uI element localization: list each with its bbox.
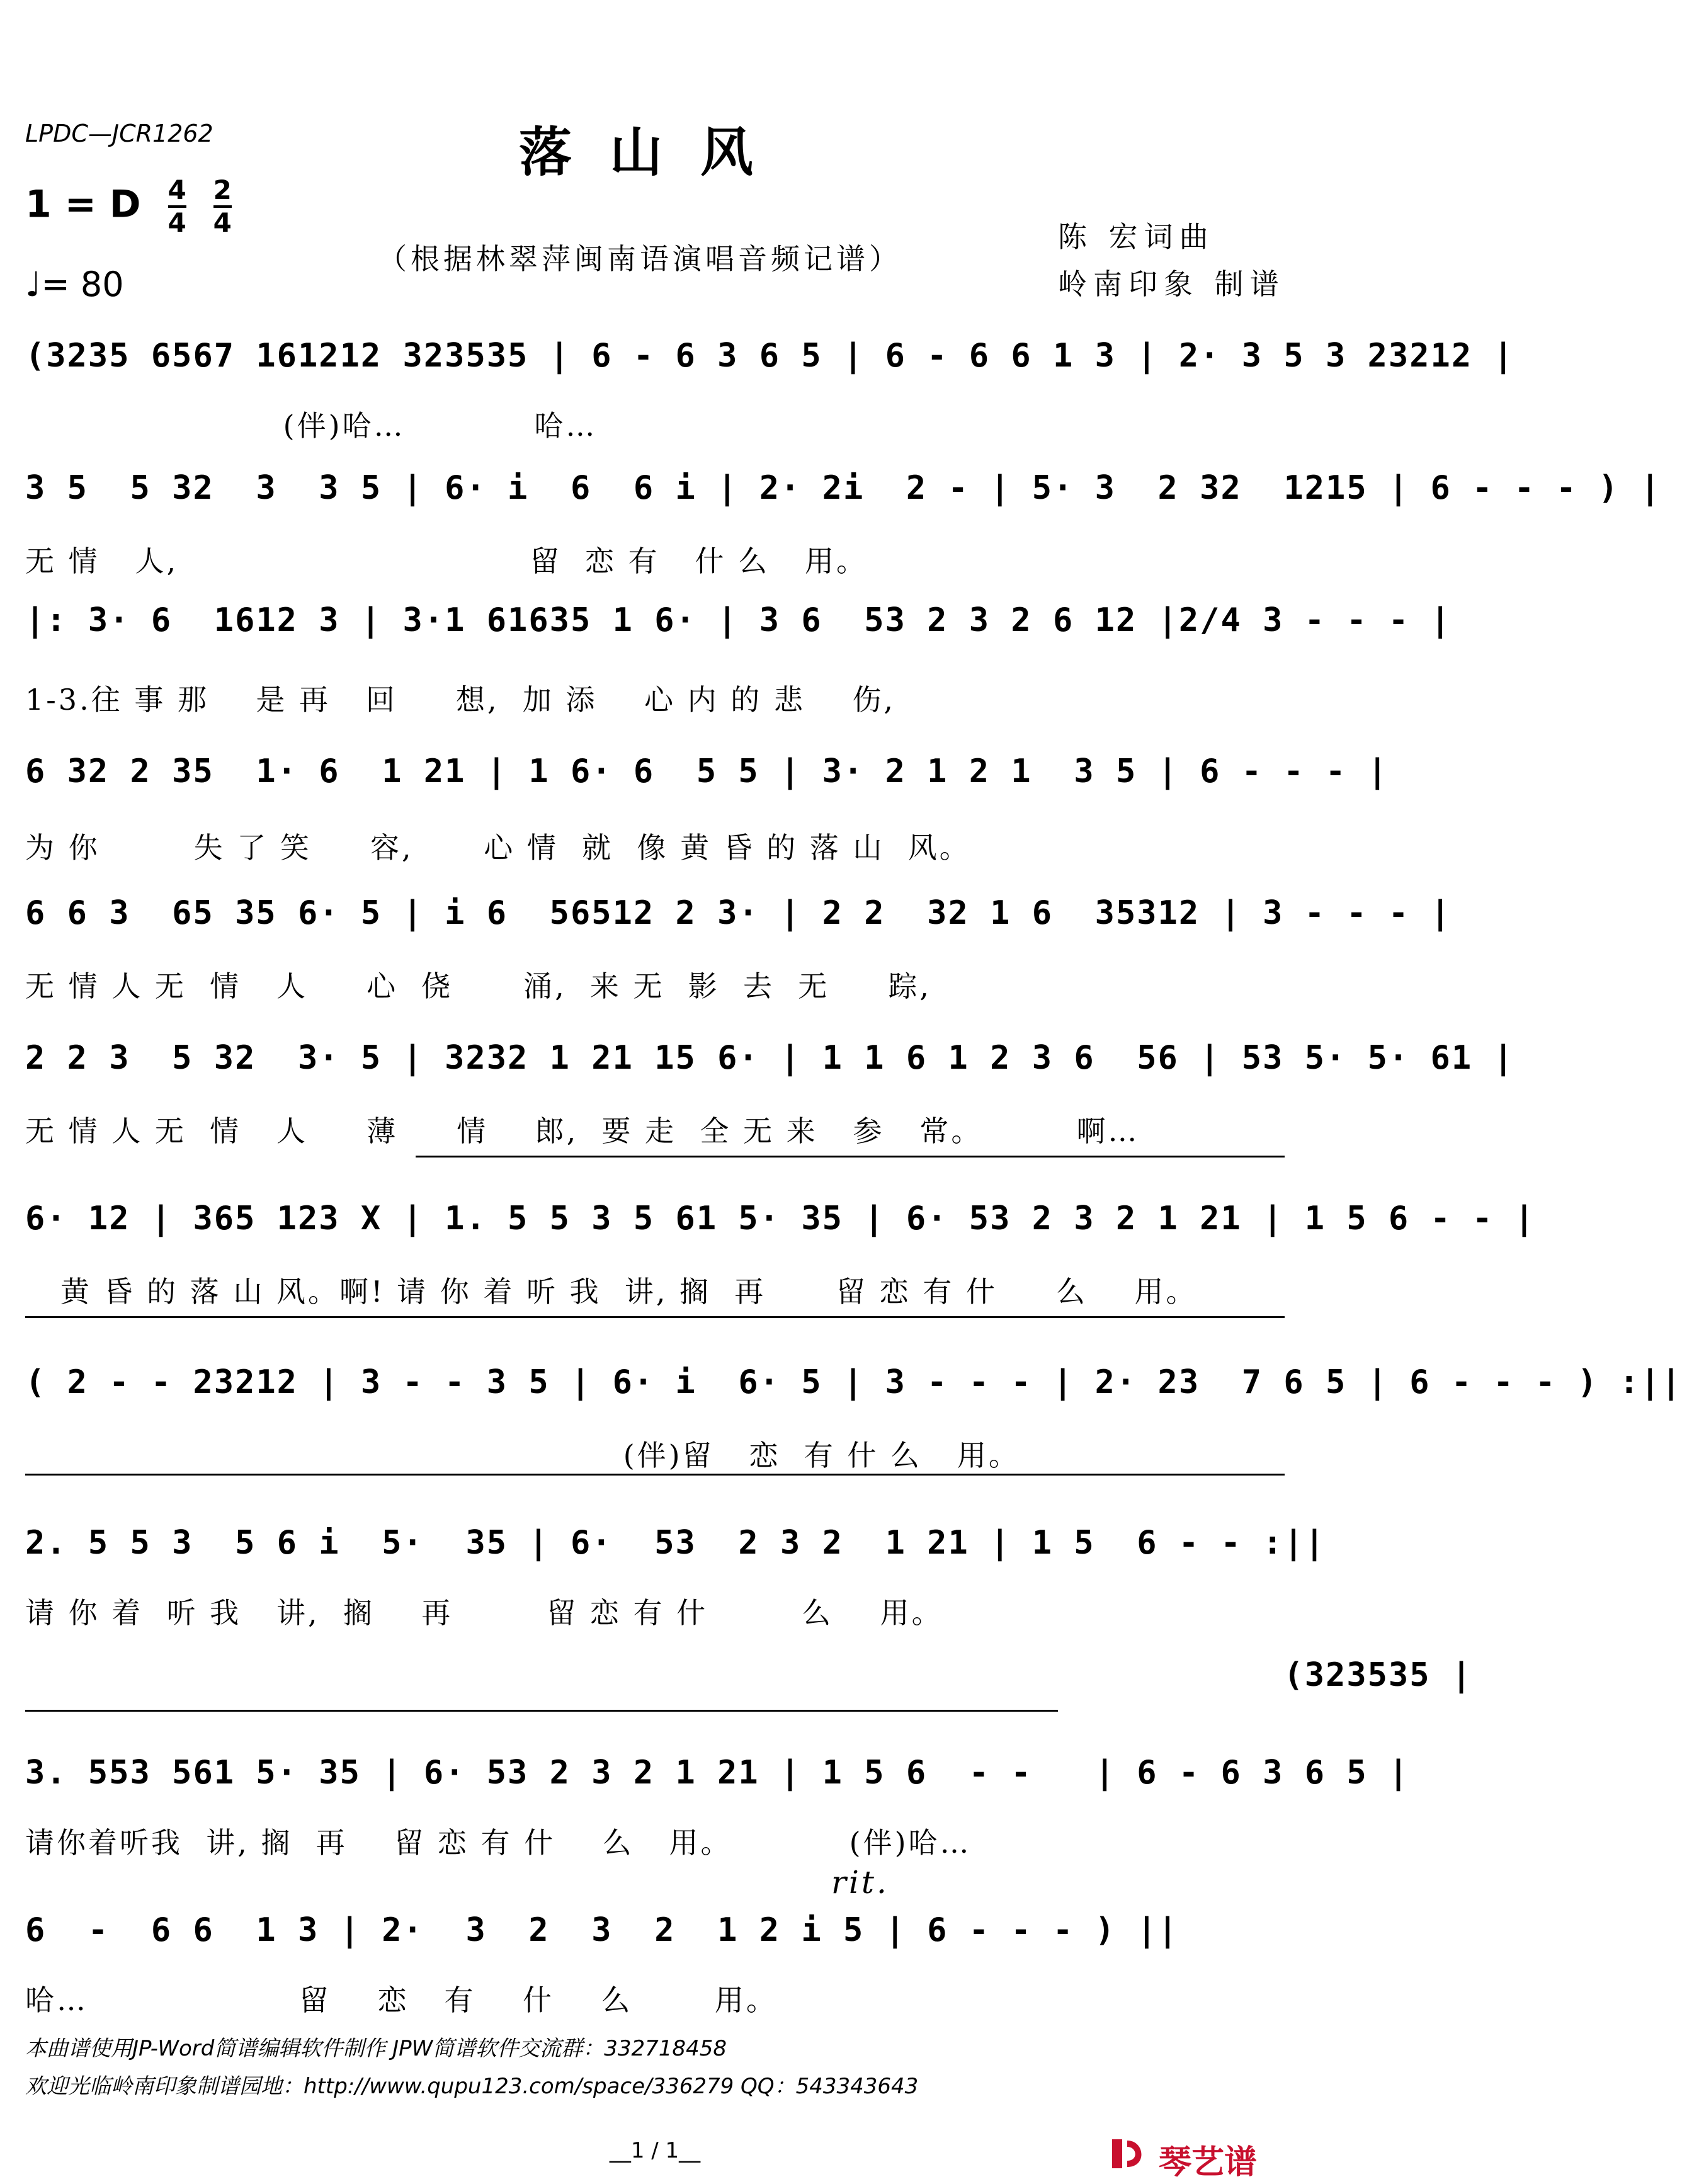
rit-marking: rit. xyxy=(831,1864,889,1901)
page-title: 落山风 xyxy=(518,121,791,183)
footer-line-2: 欢迎光临岭南印象制谱园地：http://www.qupu123.com/space/336279 QQ：543343643 xyxy=(25,2074,919,2099)
score-line-12: 6 - 6 6 1 3 | 2· 3 2 3 2 1 2 i 5 | 6 - - - ) || xyxy=(25,1911,1179,1949)
lyric-line-2: 无 情 人, 留 恋 有 什 么 用。 xyxy=(25,544,868,578)
lyric-line-9: 请 你 着 听 我 讲, 搁 再 留 恋 有 什 么 用。 xyxy=(25,1596,943,1630)
lyric-line-6: 无 情 人 无 情 人 薄 情 郎, 要 走 全 无 来 参 常。 啊… xyxy=(25,1114,1140,1148)
lyric-line-1: (伴)哈… 哈… xyxy=(25,409,598,443)
time-signature-4-4: $\frac{4}{4}$ xyxy=(168,174,186,238)
score-line-11: 3. 553 561 5· 35 | 6· 53 2 3 2 1 21 | 1 5 6 - - | 6 - 6 3 6 5 | xyxy=(25,1754,1410,1792)
lyric-line-3: 1-3.往 事 那 是 再 回 想, 加 添 心 内 的 悲 伤, xyxy=(25,683,895,717)
tempo-marking: ♩= 80 xyxy=(25,264,124,304)
brand-logo xyxy=(1108,2132,1297,2181)
lyric-line-4: 为 你 失 了 笑 容, 心 情 就 像 黄 昏 的 落 山 风。 xyxy=(25,831,971,865)
brand-logo-icon xyxy=(1108,2134,1152,2173)
score-line-6: 2 2 3 5 32 3· 5 | 3232 1 21 15 6· | 1 1 6 1 2 3 6 56 | 53 5· 5· 61 | xyxy=(25,1039,1514,1077)
composer-credit: 陈 宏词曲 xyxy=(1058,220,1215,254)
time-signature-2-4: $\frac{2}{4}$ xyxy=(213,174,232,238)
lyric-line-11: 请你着听我 讲, 搁 再 留 恋 有 什 么 用。 (伴)哈… xyxy=(25,1826,972,1860)
brand-name: 琴艺谱 xyxy=(1159,2144,1258,2181)
subtitle: （根据林翠萍闽南语演唱音频记谱） xyxy=(378,242,902,276)
lyric-line-5: 无 情 人 无 情 人 心 侥 涌, 来 无 影 去 无 踪, xyxy=(25,969,932,1003)
score-line-4: 6 32 2 35 1· 6 1 21 | 1 6· 6 5 5 | 3· 2 1 2 1 3 5 | 6 - - - | xyxy=(25,753,1389,790)
volta-bracket-1-cont xyxy=(25,1316,1285,1318)
score-line-9: 2. 5 5 3 5 6 i 5· 35 | 6· 53 2 3 2 1 21 | 1 5 6 - - :|| xyxy=(25,1524,1326,1562)
score-line-2: 3 5 5 32 3 3 5 | 6· i 6 6 i | 2· 2i 2 - | 5· 3 2 32 1215 | 6 - - - ) | xyxy=(25,469,1661,507)
volta-bracket-2 xyxy=(25,1474,1285,1476)
score-line-1: (3235 6567 161212 323535 | 6 - 6 3 6 5 | 6 - 6 6 1 3 | 2· 3 5 3 23212 | xyxy=(25,337,1514,375)
volta-bracket-1 xyxy=(416,1156,1285,1157)
score-line-10: (323535 | xyxy=(25,1656,1473,1694)
score-code: LPDC—JCR1262 xyxy=(25,120,213,147)
footer-line-1: 本曲谱使用JP-Word简谱编辑软件制作 JPW简谱软件交流群：332718458 xyxy=(25,2036,727,2061)
volta-bracket-3 xyxy=(25,1710,1058,1712)
page-number: __1 / 1__ xyxy=(609,2138,701,2163)
score-line-3: |: 3· 6 1612 3 | 3·1 61635 1 6· | 3 6 53 2 3 2 6 12 |2/4 3 - - - | xyxy=(25,601,1452,639)
lyric-line-8: (伴)留 恋 有 什 么 用。 xyxy=(25,1438,1020,1472)
key-signature xyxy=(25,176,232,237)
score-line-5: 6 6 3 65 35 6· 5 | i 6 56512 2 3· | 2 2 32 1 6 35312 | 3 - - - | xyxy=(25,894,1452,932)
score-line-8: ( 2 - - 23212 | 3 - - 3 5 | 6· i 6· 5 | 3 - - - | 2· 23 7 6 5 | 6 - - - ) :|| xyxy=(25,1363,1682,1401)
key-label: 1 = D xyxy=(25,182,141,227)
lyric-line-12: 哈… 留 恋 有 什 么 用。 xyxy=(25,1983,778,2017)
score-line-7: 6· 12 | 365 123 X | 1. 5 5 3 5 61 5· 35 | 6· 53 2 3 2 1 21 | 1 5 6 - - | xyxy=(25,1200,1536,1237)
arranger-credit: 岭南印象 制谱 xyxy=(1058,267,1285,301)
lyric-line-7: 黄 昏 的 落 山 风。啊! 请 你 着 听 我 讲, 搁 再 留 恋 有 什 么 用。 xyxy=(25,1275,1198,1309)
